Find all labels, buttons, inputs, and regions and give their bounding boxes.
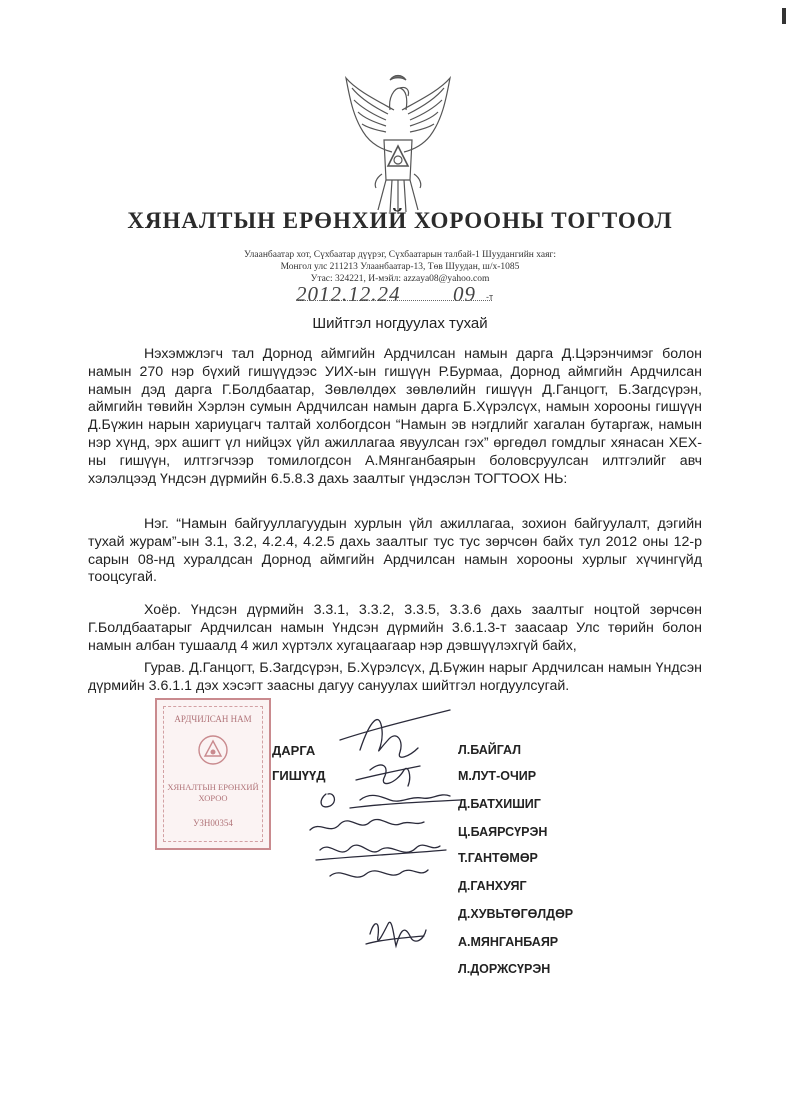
address-line: Улаанбаатар хот, Сүхбаатар дүүрэг, Сүхбаатарын талбай-1 Шуудангийн хаяг: bbox=[243, 250, 556, 260]
document-title: ХЯНАЛТЫН ЕРӨНХИЙ ХОРООНЫ ТОГТООЛ bbox=[127, 208, 673, 233]
member-name: Л.ДОРЖСҮРЭН bbox=[458, 962, 551, 976]
eagle-emblem-icon bbox=[336, 70, 460, 220]
contact-line: Утас: 324221, И-мэйл: azzaya08@yahoo.com bbox=[310, 274, 490, 284]
body-paragraph: Хоёр. Үндсэн дүрмийн 3.3.1, 3.3.2, 3.3.5, 3.3.6 дахь заалтыг ноцтой зөрчсөн Г.Болдбаатарыг Ардчилсан намын Үндсэн дүрмийн 3.6.1.3-т заасаар Улс төрийн болон намын албан тушаалд 4 жил хүртэлх хугацаагаар нэр дэвшүүлэхгүй байх, bbox=[88, 602, 702, 654]
address-line: Монгол улс 211213 Улаанбаатар-13, Төв Шуудан, ш/х-1085 bbox=[280, 262, 520, 272]
scan-mark bbox=[782, 8, 786, 24]
stamp-emblem-icon bbox=[197, 734, 229, 766]
member-name: А.МЯНГАНБАЯР bbox=[458, 935, 559, 949]
official-stamp bbox=[155, 698, 271, 850]
resolution-number: 09 bbox=[453, 282, 476, 306]
members-label: ГИШҮҮД bbox=[272, 768, 326, 783]
stamp-committee: ХОРОО bbox=[198, 793, 228, 803]
date-suffix: -т bbox=[486, 292, 494, 302]
stamp-code: УЗН00354 bbox=[193, 818, 233, 828]
member-name: Д.ХУВЬТӨГӨЛДӨР bbox=[458, 907, 574, 921]
stamp-org-name: АРДЧИЛСАН НАМ bbox=[174, 714, 252, 724]
body-paragraph: Нэхэмжлэгч тал Дорнод аймгийн Ардчилсан намын дарга Д.Цэрэнчимэг болон намын 270 нэр бүхий гишүүдээс УИХ-ын гишүүн Р.Бурмаа, Дорнод аймгийн Ардчилсан намын дэд дарга Г.Болдбаатар, Зөвлөлдөх зөвлөлийн гишүүн Д.Ганцогт, Б.Загдсүрэн, аймгийн төвийн Хэрлэн сумын Ардчилсан намын дарга Б.Хүрэлсүх, намын хорооны гишүүн Д.Бүжин нарын хариуцагч талтай холбогдсон “Намын эв нэгдлийг хагалан бутаргаж, намын нэр хүнд, эрх ашигт үл нийцэх үйл ажиллагаа явуулсан гэх” өргөдөл гомдлыг хянасан ХЕХ-ны гишүүн, илтгэгчээр томилогдсон А.Мянганбаярын боловсруулсан илтгэлийг авч хэлэлцээд Үндсэн дүрмийн 6.5.8.3 дахь заалтыг үндэслэн ТОГТООХ НЬ: bbox=[88, 346, 702, 487]
handwritten-date bbox=[296, 282, 476, 307]
stamp-committee: ХЯНАЛТЫН ЕРӨНХИЙ bbox=[167, 782, 259, 792]
member-name: М.ЛУТ-ОЧИР bbox=[458, 769, 537, 783]
member-name: Д.ГАНХУЯГ bbox=[458, 879, 527, 893]
date-underline bbox=[296, 300, 492, 301]
document-subject: Шийтгэл ногдуулах тухай bbox=[312, 315, 488, 332]
member-name: Т.ГАНТӨМӨР bbox=[458, 851, 538, 865]
member-name: Д.БАТХИШИГ bbox=[458, 797, 541, 811]
member-name: Ц.БАЯРСҮРЭН bbox=[458, 825, 548, 839]
date-value: 2012.12.24 bbox=[296, 282, 401, 306]
handwritten-signatures bbox=[300, 700, 470, 980]
chair-name: Л.БАЙГАЛ bbox=[458, 743, 522, 757]
chair-label: ДАРГА bbox=[272, 743, 316, 758]
body-paragraph: Гурав. Д.Ганцогт, Б.Загдсүрэн, Б.Хүрэлсүх, Д.Бүжин нарыг Ардчилсан намын Үндсэн дүрмийн 3.6.1.1 дэх хэсэгт заасны дагуу сануулах шийтгэл ногдуулсугай. bbox=[88, 660, 702, 694]
body-paragraph: Нэг. “Намын байгууллагуудын хурлын үйл ажиллагаа, зохион байгуулалт, дэгийн тухай журам”-ын 3.1, 3.2, 4.2.4, 4.2.5 дахь заалтыг тус тус зөрчсөн байх тул 2012 оны 12-р сарын 08-нд хуралдсан Дорнод аймгийн Ардчилсан намын хорооны хурлыг хүчингүйд тооцсугай. bbox=[88, 516, 702, 586]
